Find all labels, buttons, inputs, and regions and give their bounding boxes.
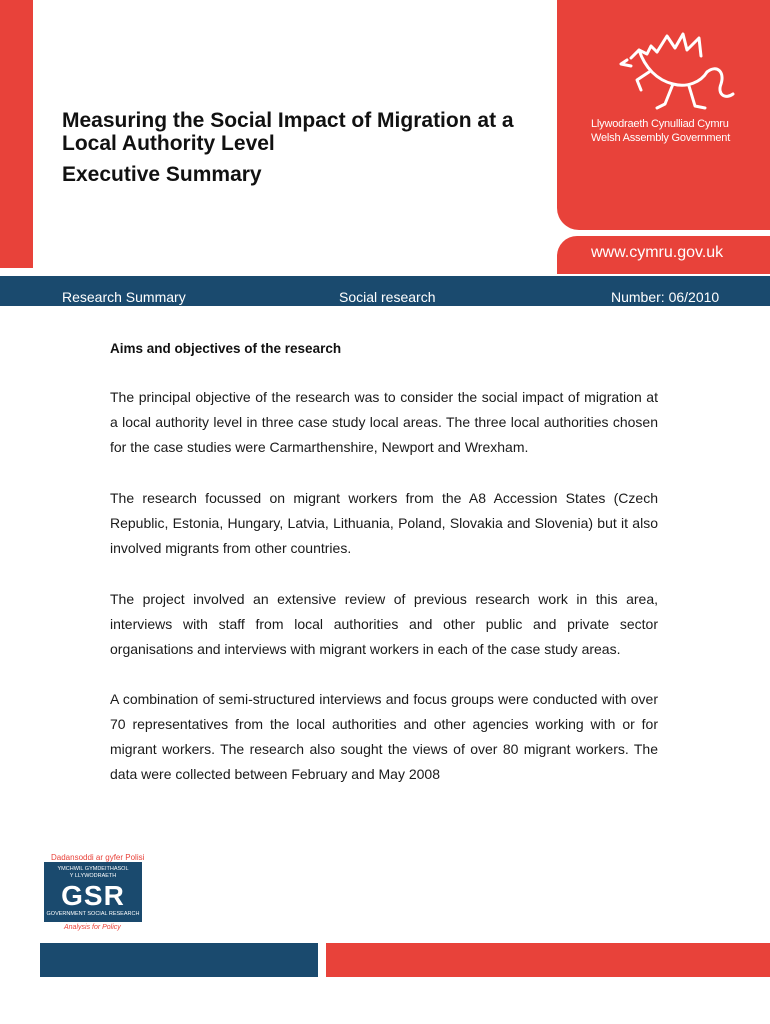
series-label: Research Summary xyxy=(62,289,186,305)
header-logo-panel xyxy=(557,0,770,230)
footer-red-bar xyxy=(326,943,770,977)
paragraph: The principal objective of the research was to consider the social impact of migration at a local authority level in three case study local areas. The three local authorities chosen for the case studies were Carmarthenshire, Newport and Wrexham. xyxy=(110,389,658,455)
organisation-name xyxy=(591,117,730,145)
website-url[interactable]: www.cymru.gov.uk xyxy=(591,244,724,261)
gsr-logo-line2: Y LLYWODRAETH xyxy=(69,873,117,879)
gsr-logo-bottom-line: GOVERNMENT SOCIAL RESEARCH xyxy=(46,911,140,917)
section-heading: Aims and objectives of the research xyxy=(110,341,342,356)
footer-blue-bar xyxy=(40,943,318,977)
gsr-logo-tagline: Analysis for Policy xyxy=(64,924,121,931)
paragraph: The research focussed on migrant workers from the A8 Accession States (Czech Republic, Estonia, Hungary, Latvia, Lithuania, Poland, Slovakia and Slovenia) but it also involved migrants from other countries. xyxy=(110,490,658,556)
document-subtitle: Executive Summary xyxy=(62,163,262,186)
paragraph: The project involved an extensive review of previous research work in this area, interviews with staff from local authorities and other public and private sector organisations and interviews with migrant workers in each of the case study areas. xyxy=(110,591,658,657)
info-band xyxy=(0,276,770,306)
gsr-logo-line1: YMCHWIL GYMDEITHASOL xyxy=(57,866,129,872)
website-panel xyxy=(557,236,770,274)
document-title: Measuring the Social Impact of Migration at a Local Authority Level xyxy=(62,109,514,155)
report-number: Number: 06/2010 xyxy=(611,289,720,305)
organisation-name-english: Welsh Assembly Government xyxy=(591,132,731,144)
paragraph: A combination of semi-structured interviews and focus groups were conducted with over 70 representatives from the local authorities and other agencies working with or for migrant workers. The research also sought the views of over 80 migrant workers. The data were collected between February and May 2008 xyxy=(110,691,658,782)
left-accent-bar xyxy=(0,0,33,268)
gsr-logo-top-text: Dadansoddi ar gyfer Polisi xyxy=(51,853,145,862)
organisation-name-welsh: Llywodraeth Cynulliad Cymru xyxy=(591,118,729,130)
category-label: Social research xyxy=(339,289,436,305)
gsr-logo-mark: GSR xyxy=(61,880,125,911)
gsr-logo xyxy=(44,862,142,922)
welsh-dragon-icon xyxy=(617,28,737,114)
